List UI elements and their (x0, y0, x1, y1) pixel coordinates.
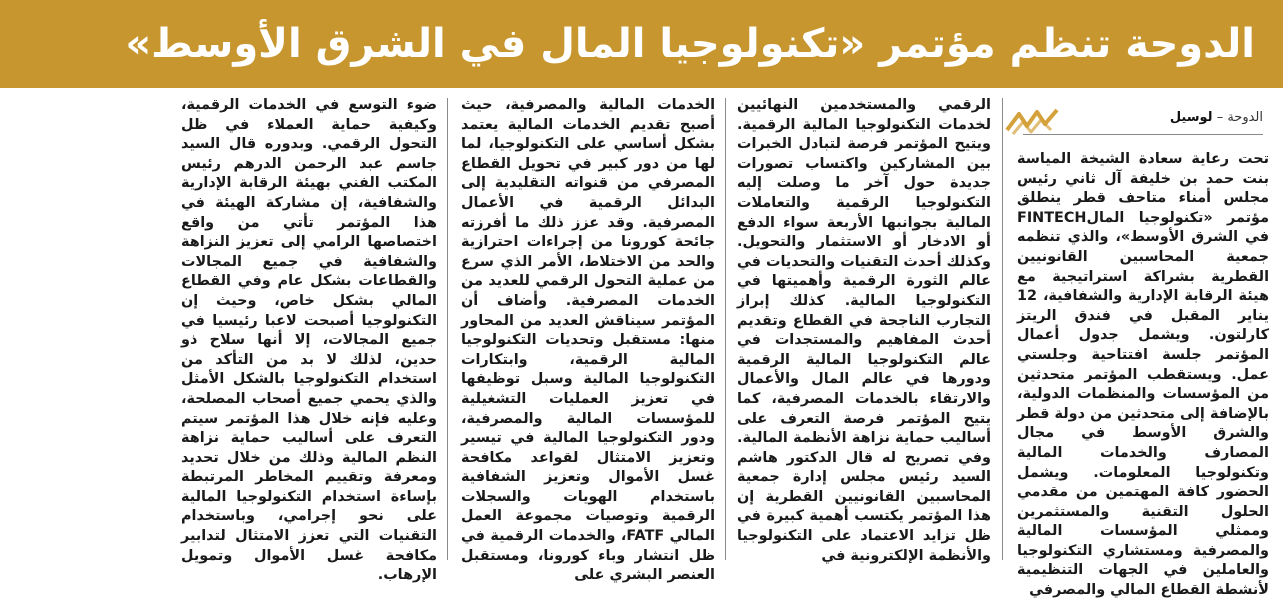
lusail-logo-icon (1003, 106, 1063, 136)
article-body (0, 88, 1283, 599)
article-column-1 (1017, 150, 1269, 599)
headline: الدوحة تنظم مؤتمر «تكنولوجيا المال في الشرق الأوسط» (125, 21, 1255, 67)
column-2-text: الرقمي والمستخدمين النهائيين لخدمات التكنولوجيا المالية الرقمية. ويتيح المؤتمر فرصة لتبادل الخبرات بين المشاركين واكتساب تصورات جديدة حول آخر ما وصلت إليه التكنولوجيا الرقمية والتعاملات المالية بجوانبها الأربعة سواء الدفع أو الادخار أو الاستثمار والتحويل. وكذلك أحدث التقنيات والتحديات في عالم الثورة الرقمية وأهميتها في التكنولوجيا المالية. كذلك إبراز التجارب الناجحة في القطاع وتقديم أحدث المفاهيم والمستجدات في عالم التكنولوجيا المالية الرقمية ودورها في عالم المال والأعمال والارتقاء بالخدمات المصرفية، كما يتيح المؤتمر فرصة التعرف على أساليب حماية نزاهة الأنظمة المالية. وفي تصريح له قال الدكتور هاشم السيد رئيس مجلس إدارة جمعية المحاسبين القانونيين القطرية إن هذا المؤتمر يكتسب أهمية كبيرة في ظل تزايد الاعتماد على التكنولوجيا والأنظمة الإلكترونية في (737, 97, 991, 564)
article-column-2 (737, 96, 991, 566)
article-column-4 (181, 96, 437, 584)
dateline-source: لوسيل (1169, 110, 1213, 125)
dateline-city: الدوحة – (1216, 110, 1263, 125)
column-divider (725, 98, 726, 560)
column-divider (1002, 98, 1003, 560)
article-column-3 (461, 96, 715, 584)
byline-rule (1023, 134, 1263, 135)
column-divider (447, 98, 448, 560)
column-1-text: تحت رعاية سعادة الشيخة المياسة بنت حمد بن خليفة آل ثاني رئيس مجلس أمناء متاحف قطر ينطلق مؤتمر «تكنولوجيا المالFINTECH في الشرق الأوسط»، والذي تنظمه جمعية المحاسبين القانونيين القطرية بشراكة استراتيجية مع هيئة الرقابة الإدارية والشفافية، 12 يناير المقبل في فندق الريتز كارلتون. ويشمل جدول أعمال المؤتمر جلسة افتتاحية وجلستي عمل. ويستقطب المؤتمر متحدثين من المؤسسات والمنظمات الدولية، بالإضافة إلى متحدثين من دولة قطر والشرق الأوسط في مجال المصارف والخدمات المالية وتكنولوجيا المعلومات. ويشمل الحضور كافة المهتمين من مقدمي الحلول التقنية والمستثمرين وممثلي المؤسسات المالية والمصرفية ومستشاري التكنولوجيا والعاملين في الجهات التنظيمية لأنشطة القطاع المالي والمصرفي (1017, 151, 1269, 599)
dateline (1170, 110, 1263, 125)
headline-bar (0, 0, 1283, 88)
column-4-text: ضوء التوسع في الخدمات الرقمية، وكيفية حماية العملاء في ظل التحول الرقمي. وبدوره قال السيد جاسم عبد الرحمن الدرهم رئيس المكتب الفني بهيئة الرقابة الإدارية والشفافية، إن مشاركة الهيئة في هذا المؤتمر تأتي من واقع اختصاصها الرامي إلى تعزيز النزاهة والشفافية في جميع المجالات والقطاعات بشكل عام وفي القطاع المالي بشكل خاص، وحيث إن التكنولوجيا أصبحت لاعبا رئيسيا في جميع المجالات، إلا أنها سلاح ذو حدين، لذلك لا بد من التأكد من استخدام التكنولوجيا بالشكل الأمثل والذي يحمي جميع أصحاب المصلحة، وعليه فإنه خلال هذا المؤتمر سيتم التعرف على أساليب حماية نزاهة النظم المالية وذلك من خلال تحديد ومعرفة وتقييم المخاطر المرتبطة بإساءة استخدام التكنولوجيا المالية على نحو إجرامي، وباستخدام التقنيات التي تعزز الامتثال لتدابير مكافحة غسل الأموال وتمويل الإرهاب. (181, 97, 437, 584)
column-3-text: الخدمات المالية والمصرفية، حيث أصبح تقديم الخدمات المالية يعتمد بشكل أساسي على التكنولوجيا، لما لها من دور كبير في تحويل القطاع المصرفي من قنواته التقليدية إلى البدائل الرقمية في الأعمال المصرفية. وقد عزز ذلك ما أفرزته جائحة كورونا من إجراءات احترازية والحد من الاختلاط، الأمر الذي سرع من عملية التحول الرقمي للعديد من الخدمات المصرفية. وأضاف أن المؤتمر سيناقش العديد من المحاور منها: مستقبل وتحديات التكنولوجيا المالية الرقمية، وابتكارات التكنولوجيا المالية وسبل توظيفها في تعزيز العمليات التشغيلية للمؤسسات المالية والمصرفية، ودور التكنولوجيا المالية في تيسير وتعزيز الامتثال لقواعد مكافحة غسل الأموال وتعزيز الشفافية باستخدام الهويات والسجلات الرقمية وتوصيات مجموعة العمل المالي FATF، والخدمات الرقمية في ظل انتشار وباء كورونا، ومستقبل العنصر البشري على (461, 97, 715, 584)
byline (1003, 106, 1263, 146)
